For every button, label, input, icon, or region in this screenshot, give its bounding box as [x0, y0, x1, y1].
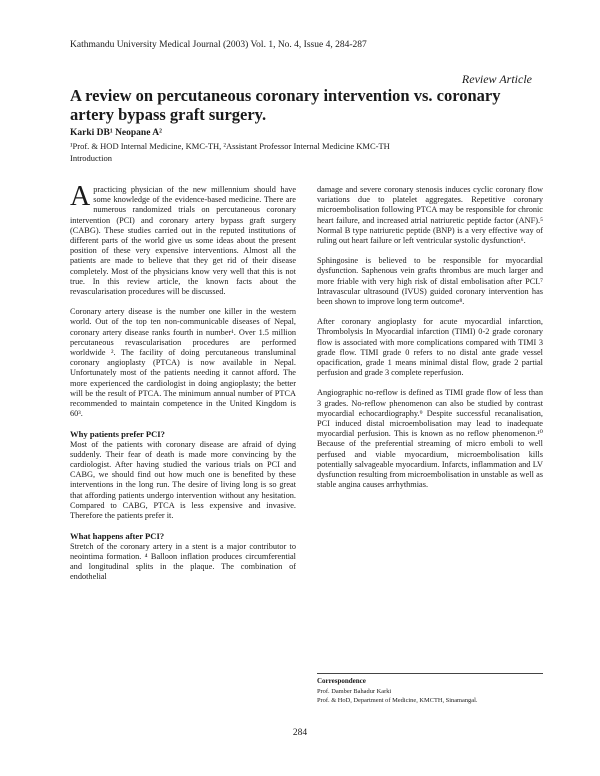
affiliations: ¹Prof. & HOD Internal Medicine, KMC-TH, ²Assistant Professor Internal Medicine KMC-TH — [70, 141, 390, 151]
correspondence-block — [317, 673, 543, 706]
paragraph-text: practicing physician of the new millennium should have some knowledge of the evidence-based medicine. There are numerous randomized trials on percutaneous coronary intervention (PCI) and coronary artery bypass graft surgery (CABG). These studies carried out in the reputed institutions of different parts of the world give us some ideas about the present position of these very expensive interventions. Almost all the patients are made to believe that they get rid of their disease completely. Most of the physicians know very well that this is not true. In this review article, the known facts about the revascularisation procedures will be discussed. — [70, 185, 296, 297]
paragraph: Sphingosine is believed to be responsible for myocardial dysfunction. Saphenous vein grafts thrombus are much larger and more friable with very high risk of distal embolisation after PCI.⁷ Intravascular ultrasound (IVUS) guided coronary intervention has been shown to improve long term outcome⁸. — [317, 256, 543, 307]
paragraph: Coronary artery disease is the number one killer in the western world. Out of the top ten non-communicable diseases of Nepal, coronary artery disease ranks fourth in number¹. Over 1.5 million percutaneous revascularisation procedures are performed worldwide ². The facility of doing percutaneous transluminal coronary angioplasty (PTCA) is now available in Nepal. Unfortunately most of the patients needing it cannot afford. The more experienced the cardiologist in doing angioplasty; the better will be the result of PTCA. The minimum annual number of PTCA recommended to maintain competence in the United Kingdom is 60³. — [70, 307, 296, 419]
correspondence-heading: Correspondence — [317, 677, 366, 685]
paragraph: Angiographic no-reflow is defined as TIMI grade flow of less than 3 grades. No-reflow phenomenon can also be studied by contrast myocardial echocardiography.⁹ Despite successful recanalisation, PCI induced distal microembolisation may lead to inadequate myocardial perfusion. This is known as no reflow phenomenon.¹⁰ Because of the preferential streaming of micro emboli to well perfused and viable myocardium, microembolisation kills potentially salvageable myocardium. Infarcts, inflammation and LV dysfunction resulting from microembolisation in unstable as well as stable angina causes arrhythmias. — [317, 388, 543, 490]
correspondence-address: Prof. & HoD, Department of Medicine, KMCTH, Sinamangal. — [317, 697, 478, 704]
left-column — [70, 181, 296, 592]
authors: Karki DB¹ Neopane A² — [70, 128, 162, 138]
article-type: Review Article — [461, 72, 532, 86]
correspondence-name: Prof. Damber Bahadur Karki — [317, 687, 392, 695]
paragraph: Stretch of the coronary artery in a stent is a major contributor to neointima formation. ⁴ Balloon inflation produces circumferential and longitudinal splits in the plaque. The combination of endothelial — [70, 541, 296, 582]
journal-citation: Kathmandu University Medical Journal (2003) Vol. 1, No. 4, Issue 4, 284-287 — [70, 40, 367, 50]
section-label: Introduction — [70, 153, 113, 163]
paragraph — [70, 181, 296, 297]
right-column — [317, 185, 543, 500]
paragraph: damage and severe coronary stenosis induces cyclic coronary flow variations due to platelet aggregates. Repetitive coronary microembolisation following PTCA may be responsible for chronic heart failure, and increased atrial natriuretic peptide factor (ANF).⁵ Normal B type natriuretic peptide (BNP) is a very effective way of ruling out heart failure or left ventricular systolic dysfunction⁶. — [317, 185, 543, 246]
page-number: 284 — [292, 728, 308, 738]
article-title: A review on percutaneous coronary intervention vs. coronary artery bypass graft surgery. — [70, 86, 501, 124]
section-heading: Why patients prefer PCI? — [70, 429, 165, 440]
drop-cap: A — [70, 181, 91, 212]
paragraph: After coronary angioplasty for acute myocardial infarction, Thrombolysis In Myocardial infarction (TIMI) 0-2 grade coronary flow is associated with more complications compared with TIMI 3 grade flow. TIMI grade 0 refers to no distal ante grade vessel opacification, grade 1 means minimal distal flow, grade 2 partial perfusion and grade 3 complete reperfusion. — [317, 317, 543, 378]
section-heading: What happens after PCI? — [70, 531, 165, 542]
paragraph: Most of the patients with coronary disease are afraid of dying suddenly. Their fear of death is made more convincing by the cardiologist. After having studied the various trials on PCI and CABG, we should find out how much one is benefited by these interventions in the long run. The desire of living long is so great that affording patients undergo intervention without any hesitation. Compared to CABG, PTCA is less expensive and invasive. Therefore the patients prefer it. — [70, 439, 296, 521]
